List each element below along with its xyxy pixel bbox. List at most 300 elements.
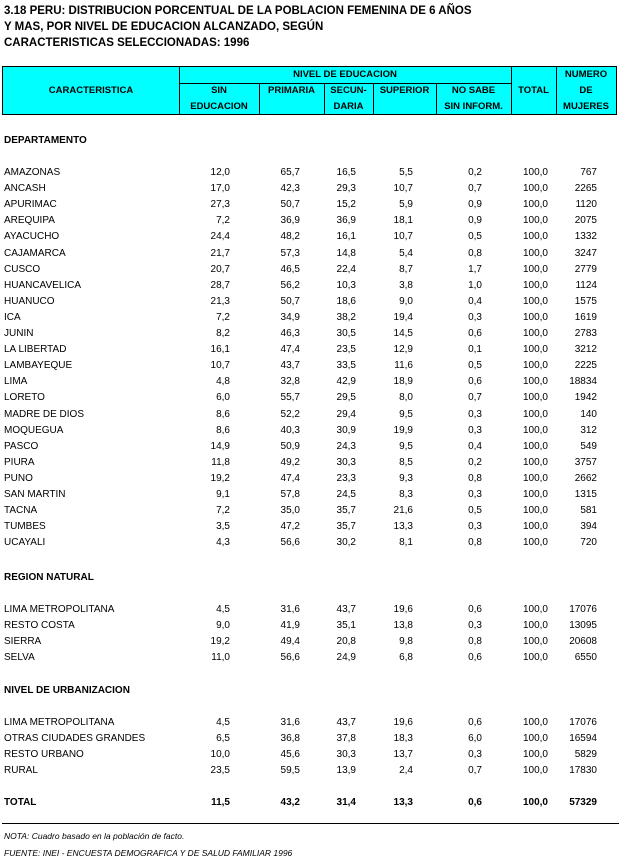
header-numero-line2: DE [579, 84, 593, 96]
row-cell: 100,0 [522, 733, 548, 744]
table-row [0, 602, 620, 618]
row-cell: 30,5 [336, 328, 356, 339]
row-label: LIMA METROPOLITANA [4, 604, 115, 615]
row-cell: 10,7 [393, 183, 413, 194]
row-cell: 23,5 [336, 344, 356, 355]
row-cell: 0,6 [468, 797, 482, 808]
row-cell: 23,5 [210, 765, 230, 776]
row-cell: 43,7 [336, 717, 356, 728]
row-cell: 8,3 [399, 489, 413, 500]
row-label: AREQUIPA [4, 215, 55, 226]
row-cell: 45,6 [280, 749, 300, 760]
header-primaria: PRIMARIA [268, 85, 315, 96]
row-cell: 35,7 [336, 521, 356, 532]
table-row [0, 294, 620, 310]
row-label: PUNO [4, 473, 33, 484]
row-cell: 17076 [569, 717, 597, 728]
row-cell: 100,0 [522, 457, 548, 468]
row-cell: 20,8 [336, 636, 356, 647]
row-label: LAMBAYEQUE [4, 360, 73, 371]
table-row [0, 423, 620, 439]
row-cell: 8,0 [399, 392, 413, 403]
row-label: AYACUCHO [4, 231, 60, 242]
row-cell: 1942 [574, 392, 597, 403]
row-label: LA LIBERTAD [4, 344, 67, 355]
row-cell: 30,3 [336, 457, 356, 468]
row-cell: 2662 [574, 473, 597, 484]
row-label: SELVA [4, 652, 35, 663]
row-cell: 31,6 [280, 717, 300, 728]
table-row [0, 715, 620, 731]
row-cell: 48,2 [280, 231, 300, 242]
row-cell: 14,5 [393, 328, 413, 339]
row-cell: 0,6 [468, 604, 482, 615]
row-label: RESTO URBANO [4, 749, 84, 760]
row-cell: 47,4 [280, 344, 300, 355]
row-cell: 100,0 [522, 231, 548, 242]
row-cell: 35,1 [336, 620, 356, 631]
row-cell: 8,1 [399, 537, 413, 548]
row-cell: 13,7 [393, 749, 413, 760]
row-cell: 10,0 [210, 749, 230, 760]
row-cell: 35,7 [336, 505, 356, 516]
row-cell: 43,2 [280, 797, 300, 808]
row-cell: 100,0 [522, 296, 548, 307]
row-cell: 22,4 [336, 264, 356, 275]
row-cell: 0,7 [468, 183, 482, 194]
row-cell: 0,3 [468, 749, 482, 760]
row-cell: 1575 [574, 296, 597, 307]
row-cell: 100,0 [522, 797, 548, 808]
row-cell: 0,3 [468, 489, 482, 500]
row-cell: 100,0 [522, 199, 548, 210]
table-row [0, 731, 620, 747]
row-cell: 0,7 [468, 765, 482, 776]
row-cell: 0,8 [468, 537, 482, 548]
row-cell: 18,1 [393, 215, 413, 226]
table-row [0, 213, 620, 229]
row-label: LIMA METROPOLITANA [4, 717, 115, 728]
row-cell: 100,0 [522, 392, 548, 403]
row-cell: 100,0 [522, 183, 548, 194]
row-cell: 14,9 [210, 441, 230, 452]
row-cell: 24,3 [336, 441, 356, 452]
table-row [0, 278, 620, 294]
row-cell: 56,6 [280, 537, 300, 548]
row-cell: 2779 [574, 264, 597, 275]
row-label: CAJAMARCA [4, 248, 66, 259]
row-cell: 140 [580, 409, 597, 420]
row-cell: 42,3 [280, 183, 300, 194]
row-cell: 0,4 [468, 296, 482, 307]
row-cell: 0,8 [468, 473, 482, 484]
row-cell: 8,5 [399, 457, 413, 468]
row-cell: 57329 [569, 797, 597, 808]
row-cell: 16594 [569, 733, 597, 744]
row-cell: 41,9 [280, 620, 300, 631]
row-label: OTRAS CIUDADES GRANDES [4, 733, 146, 744]
table-row [0, 197, 620, 213]
row-cell: 0,2 [468, 167, 482, 178]
table-row [0, 374, 620, 390]
row-cell: 6,0 [216, 392, 230, 403]
row-cell: 37,8 [336, 733, 356, 744]
table-row [0, 535, 620, 551]
row-cell: 43,7 [280, 360, 300, 371]
row-label: ICA [4, 312, 21, 323]
header-caracteristica: CARACTERISTICA [48, 84, 134, 96]
row-cell: 15,2 [336, 199, 356, 210]
row-cell: 9,8 [399, 636, 413, 647]
row-cell: 0,4 [468, 441, 482, 452]
row-cell: 16,1 [210, 344, 230, 355]
row-cell: 100,0 [522, 749, 548, 760]
row-cell: 720 [580, 537, 597, 548]
row-label: TACNA [4, 505, 38, 516]
row-cell: 49,2 [280, 457, 300, 468]
row-cell: 10,7 [210, 360, 230, 371]
row-label: JUNIN [4, 328, 34, 339]
row-cell: 55,7 [280, 392, 300, 403]
row-cell: 9,5 [399, 409, 413, 420]
row-cell: 19,2 [210, 636, 230, 647]
row-cell: 8,7 [399, 264, 413, 275]
row-label: LORETO [4, 392, 45, 403]
row-cell: 0,5 [468, 505, 482, 516]
row-cell: 52,2 [280, 409, 300, 420]
row-cell: 59,5 [280, 765, 300, 776]
row-label: AMAZONAS [4, 167, 61, 178]
row-cell: 100,0 [522, 248, 548, 259]
header-secundaria-line2: DARIA [333, 100, 364, 112]
header-nivel-educacion: NIVEL DE EDUCACION [293, 69, 397, 80]
row-cell: 7,2 [216, 312, 230, 323]
row-cell: 32,8 [280, 376, 300, 387]
row-cell: 0,3 [468, 312, 482, 323]
header-secundaria-line1: SECUN- [330, 84, 367, 96]
row-cell: 21,3 [210, 296, 230, 307]
row-cell: 56,2 [280, 280, 300, 291]
row-cell: 581 [580, 505, 597, 516]
row-cell: 1,7 [468, 264, 482, 275]
row-cell: 13,3 [393, 797, 413, 808]
row-cell: 100,0 [522, 376, 548, 387]
row-cell: 13095 [569, 620, 597, 631]
row-cell: 50,7 [280, 296, 300, 307]
row-cell: 0,3 [468, 409, 482, 420]
row-cell: 100,0 [522, 489, 548, 500]
row-label: TUMBES [4, 521, 46, 532]
table-row [0, 310, 620, 326]
row-cell: 100,0 [522, 425, 548, 436]
row-cell: 6,0 [468, 733, 482, 744]
row-cell: 38,2 [336, 312, 356, 323]
row-cell: 29,4 [336, 409, 356, 420]
row-cell: 21,7 [210, 248, 230, 259]
table-row [0, 471, 620, 487]
row-cell: 19,4 [393, 312, 413, 323]
row-cell: 100,0 [522, 409, 548, 420]
header-nosabe-line2: SIN INFORM. [444, 100, 503, 112]
row-cell: 3212 [574, 344, 597, 355]
row-cell: 4,3 [216, 537, 230, 548]
row-cell: 100,0 [522, 264, 548, 275]
row-cell: 100,0 [522, 620, 548, 631]
row-cell: 5,5 [399, 167, 413, 178]
row-cell: 46,5 [280, 264, 300, 275]
row-cell: 46,3 [280, 328, 300, 339]
row-cell: 6550 [574, 652, 597, 663]
row-cell: 17076 [569, 604, 597, 615]
header-superior: SUPERIOR [379, 85, 430, 96]
note-text: NOTA: Cuadro basado en la población de facto. [4, 831, 185, 841]
row-cell: 0,6 [468, 717, 482, 728]
row-cell: 2225 [574, 360, 597, 371]
row-label: MADRE DE DIOS [4, 409, 85, 420]
table-row [0, 358, 620, 374]
row-cell: 2265 [574, 183, 597, 194]
row-cell: 1619 [574, 312, 597, 323]
row-cell: 0,3 [468, 620, 482, 631]
row-cell: 16,5 [336, 167, 356, 178]
row-cell: 47,4 [280, 473, 300, 484]
table-row [0, 181, 620, 197]
row-cell: 100,0 [522, 215, 548, 226]
row-cell: 9,0 [399, 296, 413, 307]
row-cell: 13,3 [393, 521, 413, 532]
table-row [0, 390, 620, 406]
row-cell: 0,9 [468, 215, 482, 226]
total-row [0, 795, 620, 811]
row-label: PASCO [4, 441, 39, 452]
header-sin-line1: SIN [211, 84, 227, 96]
row-cell: 7,2 [216, 505, 230, 516]
table-row [0, 634, 620, 650]
row-cell: 11,0 [211, 652, 230, 663]
table-row [0, 503, 620, 519]
row-cell: 50,7 [280, 199, 300, 210]
table-row [0, 519, 620, 535]
row-cell: 100,0 [522, 604, 548, 615]
row-cell: 7,2 [216, 215, 230, 226]
row-label: MOQUEGUA [4, 425, 64, 436]
table-row [0, 407, 620, 423]
row-cell: 36,9 [336, 215, 356, 226]
row-cell: 0,9 [468, 199, 482, 210]
row-label: APURIMAC [4, 199, 57, 210]
row-cell: 2,4 [399, 765, 413, 776]
table-row [0, 747, 620, 763]
row-cell: 549 [580, 441, 597, 452]
row-cell: 100,0 [522, 537, 548, 548]
table-row [0, 439, 620, 455]
row-cell: 13,8 [393, 620, 413, 631]
row-cell: 11,5 [211, 797, 230, 808]
row-cell: 28,7 [210, 280, 230, 291]
row-cell: 30,3 [336, 749, 356, 760]
header-sin-line2: EDUCACION [190, 100, 248, 112]
row-cell: 16,1 [336, 231, 356, 242]
row-label: LIMA [4, 376, 28, 387]
row-cell: 0,8 [468, 248, 482, 259]
row-cell: 100,0 [522, 312, 548, 323]
row-cell: 14,8 [336, 248, 356, 259]
header-nosabe-line1: NO SABE [451, 84, 496, 96]
row-cell: 10,3 [336, 280, 356, 291]
row-cell: 0,6 [468, 328, 482, 339]
table-row [0, 326, 620, 342]
row-cell: 36,9 [280, 215, 300, 226]
title-line-1: 3.18 PERU: DISTRIBUCION PORCENTUAL DE LA POBLACION FEMENINA DE 6 AÑOS [4, 5, 472, 17]
row-cell: 20608 [569, 636, 597, 647]
row-cell: 9,1 [216, 489, 230, 500]
row-cell: 34,9 [280, 312, 300, 323]
row-cell: 100,0 [522, 344, 548, 355]
row-cell: 29,3 [336, 183, 356, 194]
row-cell: 24,9 [336, 652, 356, 663]
row-cell: 100,0 [522, 636, 548, 647]
row-cell: 0,8 [468, 636, 482, 647]
row-cell: 10,7 [393, 231, 413, 242]
row-cell: 312 [580, 425, 597, 436]
row-cell: 3,8 [399, 280, 413, 291]
row-cell: 19,9 [393, 425, 413, 436]
row-cell: 31,4 [336, 797, 356, 808]
row-cell: 4,5 [216, 717, 230, 728]
row-cell: 767 [580, 167, 597, 178]
row-cell: 5,9 [399, 199, 413, 210]
row-cell: 11,6 [394, 360, 413, 371]
table-row [0, 246, 620, 262]
row-cell: 47,2 [280, 521, 300, 532]
row-cell: 12,0 [210, 167, 230, 178]
row-cell: 21,6 [393, 505, 413, 516]
row-cell: 23,3 [336, 473, 356, 484]
header-numero-line3: MUJERES [563, 100, 609, 112]
row-label: HUANUCO [4, 296, 55, 307]
row-cell: 18,3 [393, 733, 413, 744]
row-cell: 40,3 [280, 425, 300, 436]
section-heading: NIVEL DE URBANIZACION [4, 685, 130, 696]
table-row [0, 229, 620, 245]
row-cell: 42,9 [336, 376, 356, 387]
row-cell: 31,6 [280, 604, 300, 615]
row-cell: 5829 [574, 749, 597, 760]
row-cell: 100,0 [522, 505, 548, 516]
row-cell: 24,4 [210, 231, 230, 242]
row-cell: 0,2 [468, 457, 482, 468]
row-cell: 30,2 [336, 537, 356, 548]
row-cell: 0,6 [468, 376, 482, 387]
row-cell: 394 [580, 521, 597, 532]
row-cell: 100,0 [522, 167, 548, 178]
row-cell: 100,0 [522, 473, 548, 484]
row-cell: 100,0 [522, 360, 548, 371]
row-cell: 11,8 [211, 457, 230, 468]
row-cell: 33,5 [336, 360, 356, 371]
row-cell: 6,8 [399, 652, 413, 663]
row-cell: 43,7 [336, 604, 356, 615]
row-cell: 3757 [574, 457, 597, 468]
table-row [0, 650, 620, 666]
row-cell: 27,3 [210, 199, 230, 210]
table-row [0, 455, 620, 471]
row-cell: 17830 [569, 765, 597, 776]
row-label: ANCASH [4, 183, 46, 194]
row-cell: 0,5 [468, 231, 482, 242]
row-cell: 3247 [574, 248, 597, 259]
row-label: SIERRA [4, 636, 42, 647]
row-cell: 6,5 [216, 733, 230, 744]
row-cell: 100,0 [522, 521, 548, 532]
row-cell: 50,9 [280, 441, 300, 452]
section-heading: REGION NATURAL [4, 572, 94, 583]
row-cell: 13,9 [336, 765, 356, 776]
row-cell: 19,2 [210, 473, 230, 484]
table-row [0, 487, 620, 503]
row-cell: 9,5 [399, 441, 413, 452]
table-header [2, 66, 617, 115]
table-row [0, 618, 620, 634]
table-row [0, 262, 620, 278]
table-row [0, 342, 620, 358]
row-label: RESTO COSTA [4, 620, 75, 631]
row-cell: 18,9 [393, 376, 413, 387]
row-cell: 36,8 [280, 733, 300, 744]
row-cell: 3,5 [216, 521, 230, 532]
table-row [0, 763, 620, 779]
row-cell: 18834 [569, 376, 597, 387]
row-cell: 8,6 [216, 409, 230, 420]
row-cell: 100,0 [522, 717, 548, 728]
row-cell: 5,4 [399, 248, 413, 259]
row-cell: 49,4 [280, 636, 300, 647]
row-cell: 65,7 [280, 167, 300, 178]
row-cell: 1315 [574, 489, 597, 500]
row-cell: 0,7 [468, 392, 482, 403]
header-numero-line1: NUMERO [564, 68, 608, 80]
row-cell: 0,5 [468, 360, 482, 371]
row-cell: 57,8 [280, 489, 300, 500]
row-cell: 57,3 [280, 248, 300, 259]
header-total: TOTAL [518, 84, 549, 96]
bottom-rule [2, 823, 619, 824]
row-cell: 18,6 [336, 296, 356, 307]
row-cell: 100,0 [522, 328, 548, 339]
row-cell: 1,0 [468, 280, 482, 291]
row-cell: 100,0 [522, 280, 548, 291]
header-numero-mujeres [556, 67, 616, 114]
row-cell: 100,0 [522, 441, 548, 452]
row-cell: 1124 [575, 280, 597, 291]
row-cell: 0,1 [468, 344, 482, 355]
row-cell: 29,5 [336, 392, 356, 403]
row-cell: 8,2 [216, 328, 230, 339]
row-cell: 4,5 [216, 604, 230, 615]
title-line-2: Y MAS, POR NIVEL DE EDUCACION ALCANZADO, SEGÚN [4, 21, 324, 33]
row-cell: 9,3 [399, 473, 413, 484]
row-cell: 1332 [574, 231, 597, 242]
row-cell: 20,7 [210, 264, 230, 275]
row-cell: 35,0 [280, 505, 300, 516]
section-heading: DEPARTAMENTO [4, 135, 87, 146]
row-cell: 0,3 [468, 521, 482, 532]
row-cell: 9,0 [216, 620, 230, 631]
row-cell: 2075 [574, 215, 597, 226]
row-cell: 100,0 [522, 652, 548, 663]
title-line-3: CARACTERISTICAS SELECCIONADAS: 1996 [4, 37, 250, 49]
source-text: FUENTE: INEI - ENCUESTA DEMOGRAFICA Y DE SALUD FAMILIAR 1996 [4, 848, 293, 858]
